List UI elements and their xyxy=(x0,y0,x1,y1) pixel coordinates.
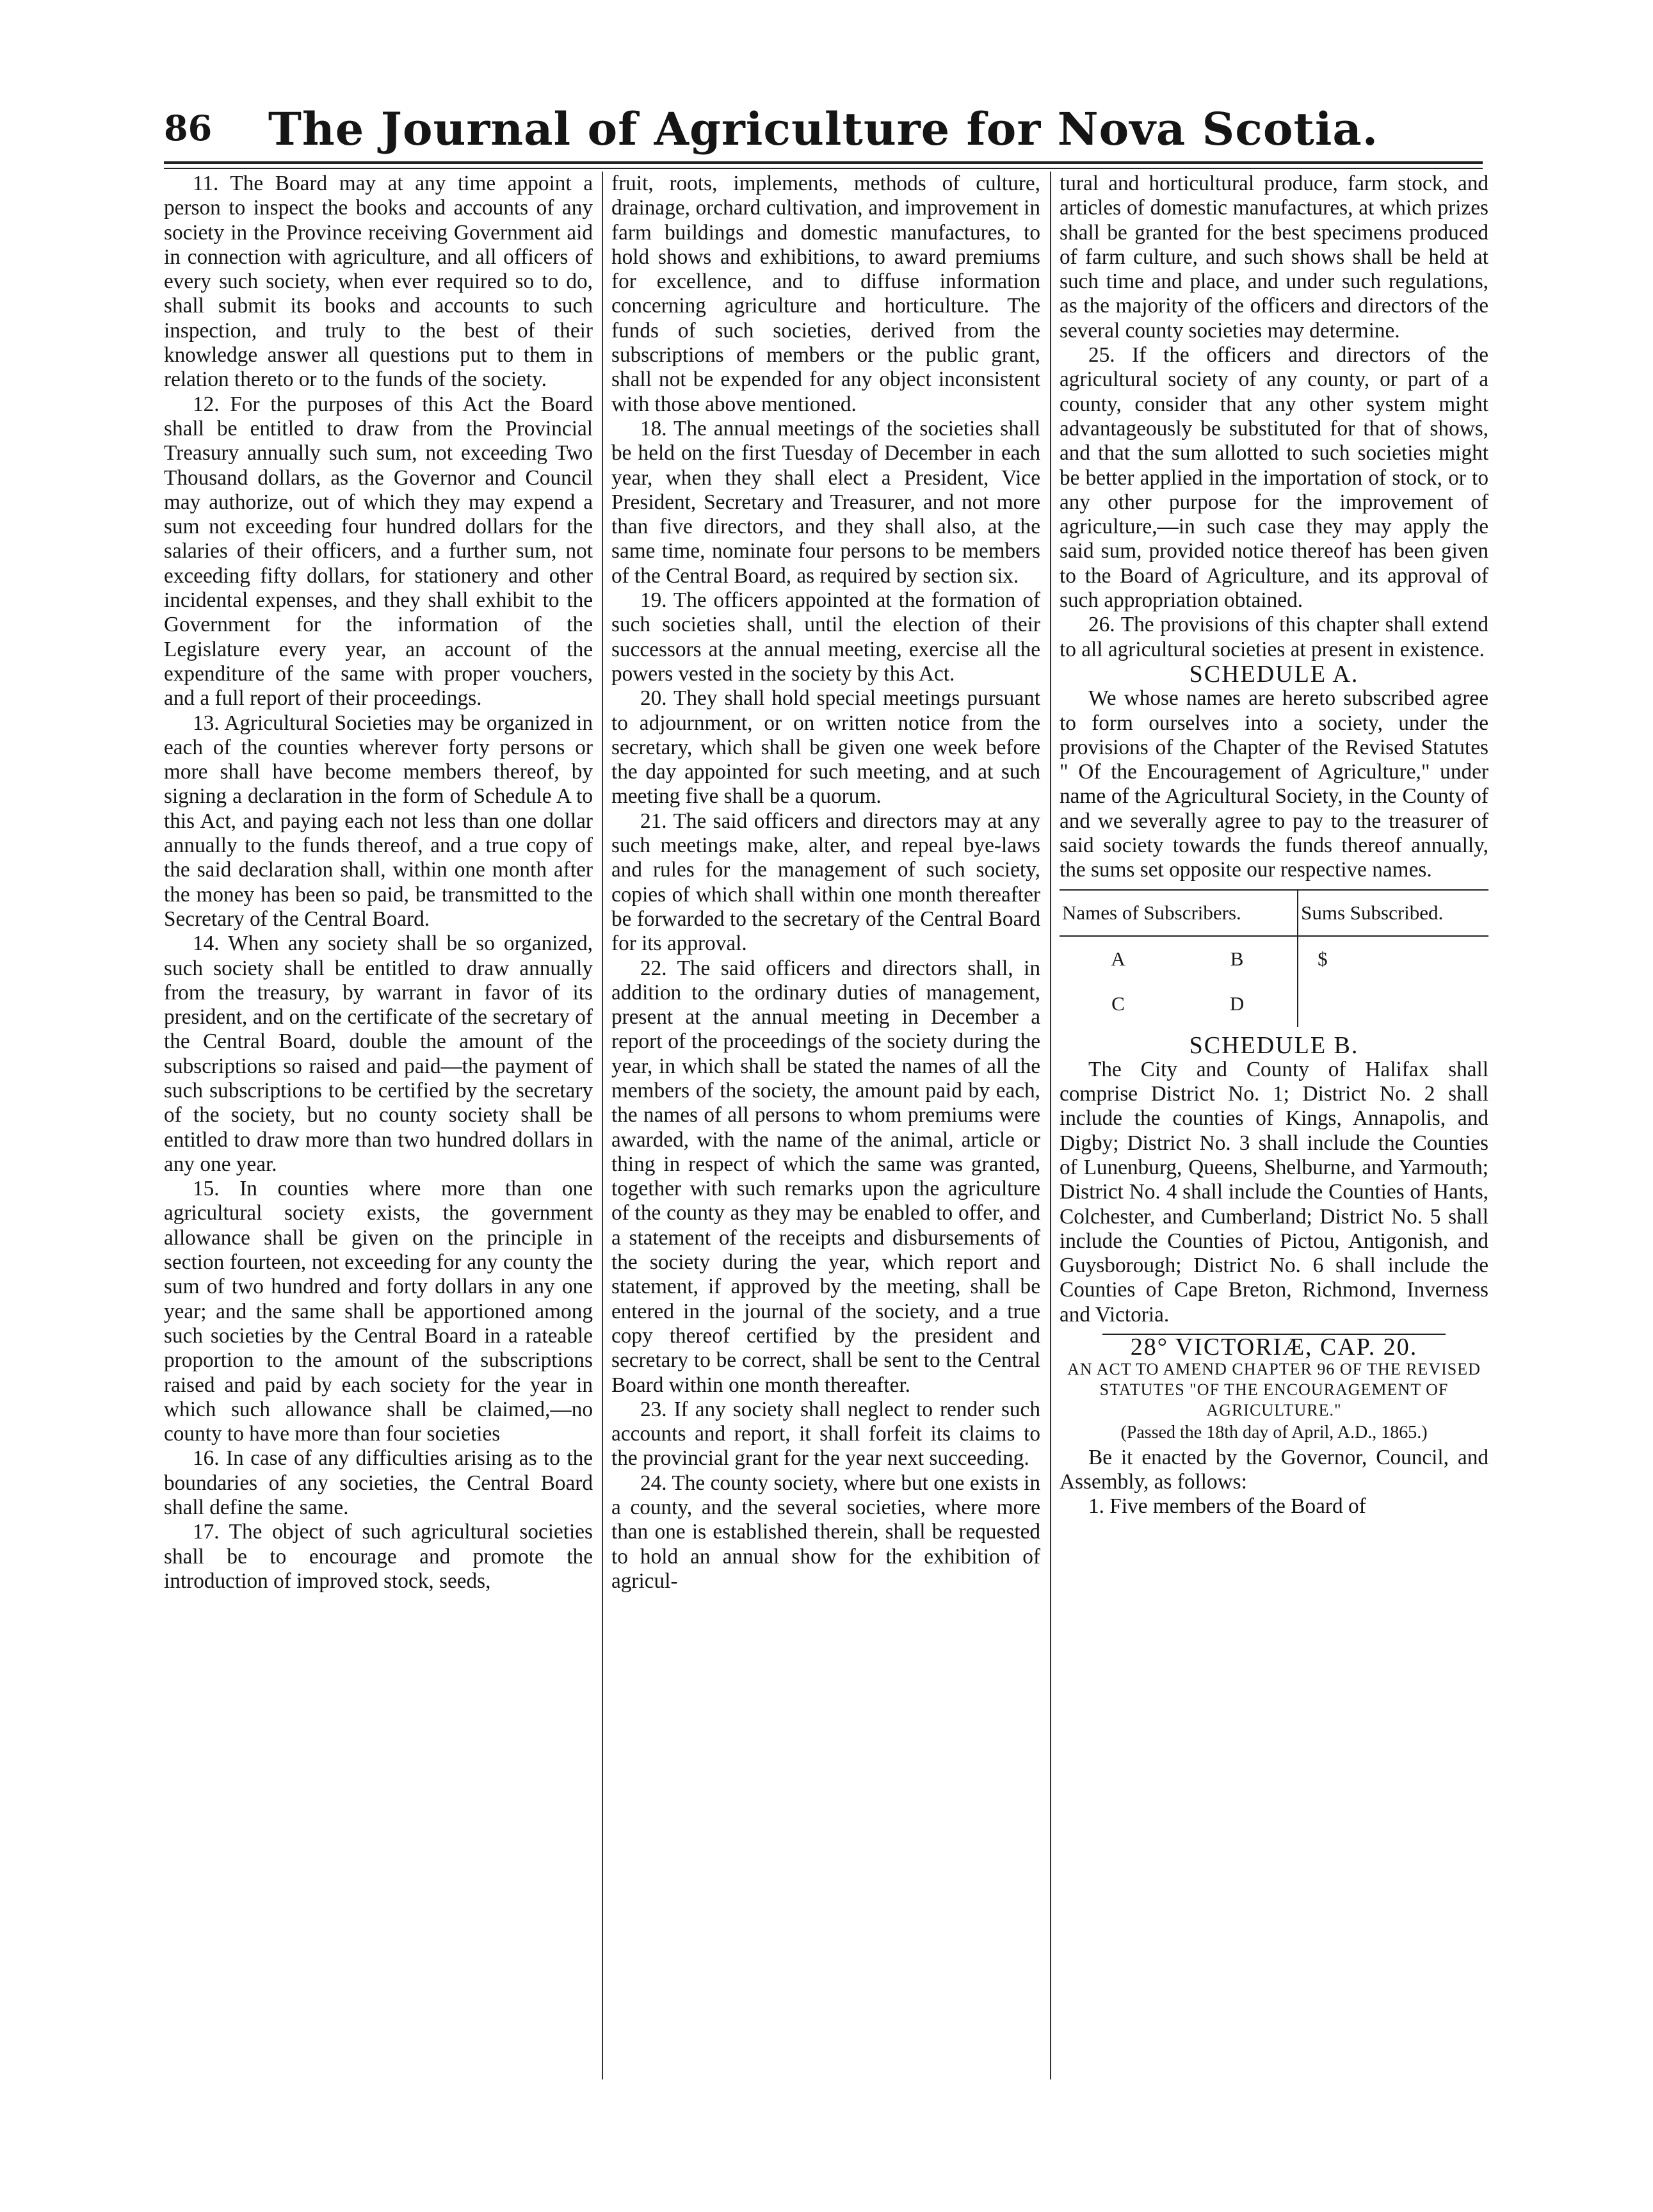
section-20: 20. They shall hold special meetings pursuant to adjournment, or on written notice from the secretary, which shall be given one week before the day appointed for such meeting, and at such meeting five shall be a quorum. xyxy=(611,686,1040,809)
act-title: AN ACT TO AMEND CHAPTER 96 OF THE REVISED STATUTES "OF THE ENCOURAGEMENT OF AGRICULTURE." xyxy=(1067,1360,1481,1420)
schedule-a-heading: SCHEDULE A. xyxy=(1189,660,1359,688)
section-19: 19. The officers appointed at the formation of such societies shall, until the election of their successors at the annual meeting, exercise all the powers vested in the society by this Act. xyxy=(611,588,1040,686)
section-17-continued: fruit, roots, implements, methods of culture, drainage, orchard cultivation, and improvement in farm buildings and domestic manufactures, to hold shows and exhibitions, to award premiums for excellence, and to diffuse information concerning agriculture and horticulture. The funds of such societies, derived from the subscriptions of members or the public grant, shall not be expended for any object inconsistent with those above mentioned. xyxy=(611,172,1040,416)
subscriber-c: C xyxy=(1111,992,1125,1015)
section-12: 12. For the purposes of this Act the Board shall be entitled to draw from the Provincial Treasury annually such sum, not exceeding Two Thousand dollars, as the Governor and Council may authorize, out of which they may expend a sum not exceeding four hundred dollars for the salaries of their officers, and a further sum, not exceeding fifty dollars, for stationery and other incidental expenses, and they shall exhibit to the Government for the information of the Legislature every year, an account of the expenditure of the same with proper vouchers, and a full report of their proceedings. xyxy=(164,392,593,711)
column-divider xyxy=(602,172,603,2079)
section-24: 24. The county society, where but one exists in a county, and the several societies, where more than one is established therein, shall be requested to hold an annual show for the exhibition of agricul- xyxy=(611,1471,1040,1593)
victoria-heading: 28° VICTORIÆ, CAP. 20. xyxy=(1130,1334,1418,1361)
column-left xyxy=(164,172,593,2092)
dollar-sign: $ xyxy=(1298,936,1488,981)
header-rule xyxy=(164,161,1483,164)
column-middle xyxy=(611,172,1040,2092)
passed-date: (Passed the 18th day of April, A.D., 1865.) xyxy=(1120,1423,1428,1443)
clause-1: 1. Five members of the Board of xyxy=(1088,1494,1366,1519)
section-25: 25. If the officers and directors of the agricultural society of any county, or part of a county, consider that any other system might advantageously be substituted for that of shows, and that the sum allotted to such societies might be better applied in the importation of stock, or to any other purpose for the improvement of agriculture,—in such case they may apply the said sum, provided notice thereof has been given to the Board of Agriculture, and its approval of such appropriation obtained. xyxy=(1060,343,1488,613)
section-13: 13. Agricultural Societies may be organized in each of the counties wherever forty persons or more shall have become members thereof, by signing a declaration in the form of Schedule A to this Act, and paying each not less than one dollar annually to the funds thereof, and a true copy of the said declaration shall, within one month after the money has been so paid, be transmitted to the Secretary of the Central Board. xyxy=(164,711,593,931)
section-18: 18. The annual meetings of the societies shall be held on the first Tuesday of December in each year, when they shall elect a President, Vice President, Secretary and Treasurer, and not more than five directors, and they shall also, at the same time, nominate four persons to be members of the Central Board, as required by section six. xyxy=(611,416,1040,588)
table-row xyxy=(1060,981,1488,1026)
section-16: 16. In case of any difficulties arising as to the boundaries of any societies, the Central Board shall define the same. xyxy=(164,1446,593,1520)
page-number: 86 xyxy=(164,108,213,149)
schedule-a-text: We whose names are hereto subscribed agree to form ourselves into a society, under the provisions of the Chapter of the Revised Statutes " Of the Encouragement of Agriculture," under name of the Agricultural Society, in the County of and we severally agree to pay to the treasurer of said society towards the funds thereof annually, the sums set opposite our respective names. xyxy=(1060,686,1488,882)
sums-column-header: Sums Subscribed. xyxy=(1298,890,1488,936)
subscriber-a: A xyxy=(1111,947,1125,970)
table-row xyxy=(1060,936,1488,981)
schedule-b-text: The City and County of Halifax shall comprise District No. 1; District No. 2 shall include the counties of Kings, Annapolis, and Digby; District No. 3 shall include the Counties of Lunenburg, Queens, Shelburne, and Yarmouth; District No. 4 shall include the Counties of Hants, Colchester, and Cumberland; District No. 5 shall include the Counties of Pictou, Antigonish, and Guysborough; District No. 6 shall include the Counties of Cape Breton, Richmond, Inverness and Victoria. xyxy=(1060,1057,1488,1327)
column-divider xyxy=(1050,172,1051,2079)
section-15: 15. In counties where more than one agricultural society exists, the government allowance shall be given on the principle in section fourteen, not exceeding for any county the sum of two hundred and forty dollars in any one year; and the same shall be apportioned among such societies by the Central Board in a rateable proportion to the amount of the subscriptions raised and paid by each society for the year in which such allowance shall be claimed,—no county to have more than four societies xyxy=(164,1177,593,1446)
section-22: 22. The said officers and directors shall, in addition to the ordinary duties of management, present at the annual meeting in December a report of the proceedings of the society during the year, in which shall be stated the names of all the members of the society, the amount paid by each, the names of all persons to whom premiums were awarded, with the name of the animal, article or thing in respect of which the same was granted, together with such remarks upon the agriculture of the county as they may be enabled to offer, and a statement of the receipts and disbursements of the society during the year, which report and statement, if approved by the meeting, shall be entered in the journal of the society, and a true copy thereof certified by the president and secretary to be correct, shall be sent to the Central Board within one month thereafter. xyxy=(611,956,1040,1397)
subscriber-b: B xyxy=(1230,947,1244,970)
section-23: 23. If any society shall neglect to render such accounts and report, it shall forfeit its claims to the provincial grant for the year next succeeding. xyxy=(611,1397,1040,1471)
subscriber-d: D xyxy=(1229,992,1245,1015)
subscribers-table xyxy=(1060,889,1488,1027)
section-14: 14. When any society shall be so organized, such society shall be entitled to draw annually from the treasury, by warrant in favor of its president, and on the certificate of the secretary of the Central Board, double the amount of the subscriptions so raised and paid—the payment of such subscriptions to be certified by the secretary of the society, but no county society shall be entitled to draw more than two hundred dollars in any one year. xyxy=(164,932,593,1176)
names-column-header: Names of Subscribers. xyxy=(1060,890,1298,936)
journal-title: The Journal of Agriculture for Nova Scotia. xyxy=(268,102,1379,156)
empty-sum-cell xyxy=(1298,981,1488,1026)
section-26: 26. The provisions of this chapter shall extend to all agricultural societies at present in existence. xyxy=(1060,613,1488,661)
column-right xyxy=(1060,172,1488,2092)
section-11: 11. The Board may at any time appoint a person to inspect the books and accounts of any society in the Province receiving Government aid in connection with agriculture, and all officers of every such society, when ever required so to do, shall submit its books and accounts to such inspection, and truly to the best of their knowledge answer all questions put to them in relation thereto or to the funds of the society. xyxy=(164,172,593,392)
section-24-continued: tural and horticultural produce, farm stock, and articles of domestic manufactures, at which prizes shall be granted for the best specimens produced of farm culture, and such shows shall be held at such time and place, and under such regulations, as the majority of the officers and directors of the several county societies may determine. xyxy=(1060,172,1488,343)
enacting-clause: Be it enacted by the Governor, Council, and Assembly, as follows: xyxy=(1060,1445,1488,1494)
schedule-b-heading: SCHEDULE B. xyxy=(1189,1031,1359,1059)
section-21: 21. The said officers and directors may at any such meetings make, alter, and repeal bye-laws and rules for the management of such society, copies of which shall within one month thereafter be forwarded to the secretary of the Central Board for its approval. xyxy=(611,809,1040,956)
section-17: 17. The object of such agricultural societies shall be to encourage and promote the introduction of improved stock, seeds, xyxy=(164,1520,593,1593)
header-rule-thin xyxy=(164,168,1483,169)
